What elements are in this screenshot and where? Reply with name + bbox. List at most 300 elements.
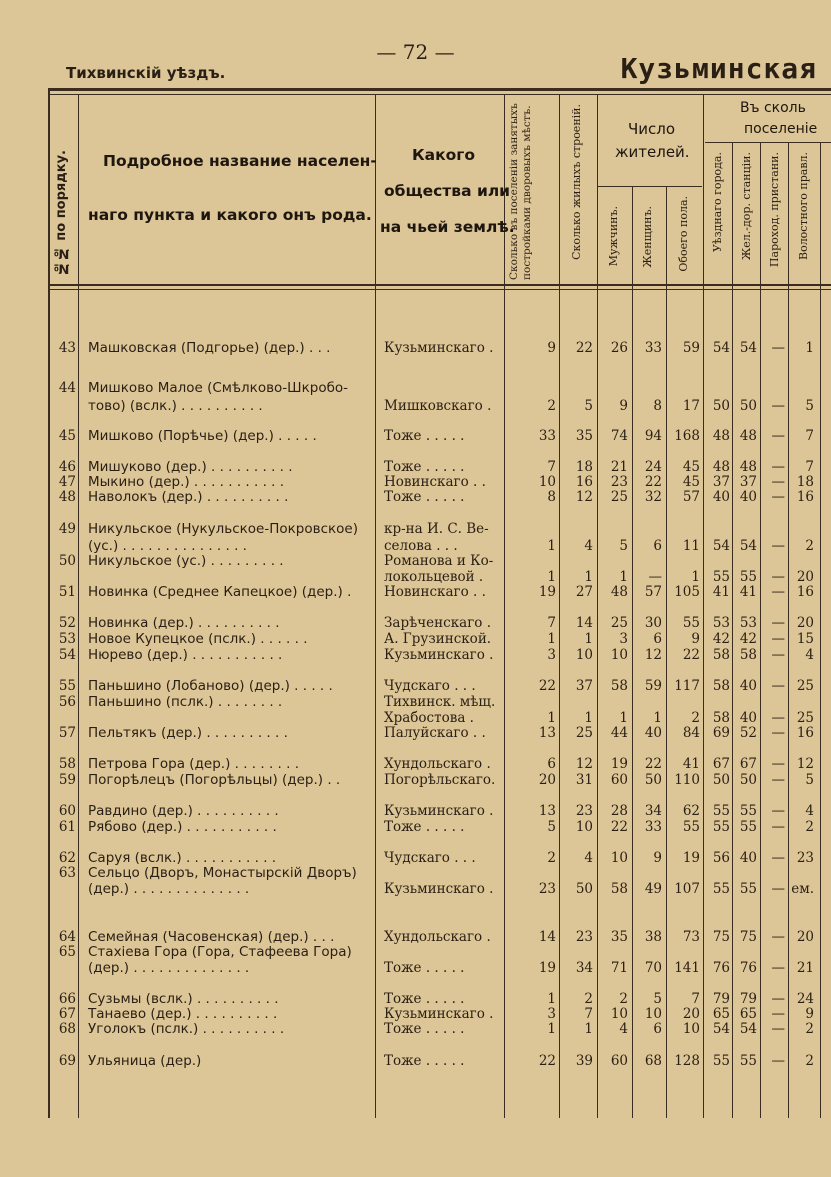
cell-yards: 5 [547, 819, 556, 835]
table-row [0, 710, 831, 726]
cell-houses: 18 [575, 459, 593, 475]
cell-houses: 23 [575, 803, 593, 819]
table-row [0, 1053, 831, 1069]
cell-both: 141 [674, 960, 700, 976]
cell-both: 107 [674, 881, 700, 897]
cell-houses: 50 [575, 881, 593, 897]
cell-pier: — [771, 615, 785, 631]
header-dist-line2: поселеніе [744, 121, 818, 137]
cell-men: 35 [610, 929, 628, 945]
cell-rail: 42 [739, 631, 757, 647]
row-number: 45 [58, 428, 76, 444]
cell-pier: — [771, 991, 785, 1007]
cell-houses: 37 [575, 678, 593, 694]
row-number: 64 [58, 929, 76, 945]
cell-men: 5 [619, 538, 628, 554]
cell-rail: 40 [739, 710, 757, 726]
row-number: 62 [58, 850, 76, 866]
cell-rail: 48 [739, 428, 757, 444]
cell-rail: 79 [739, 991, 757, 1007]
society-name: Кузьминскаго . [384, 803, 494, 819]
cell-women: 6 [653, 631, 662, 647]
cell-pier: — [771, 631, 785, 647]
cell-pier: — [771, 474, 785, 490]
cell-men: 60 [610, 772, 628, 788]
row-number: 60 [58, 803, 76, 819]
society-name: Зарѣченскаго . [384, 615, 491, 631]
cell-rail: 76 [739, 960, 757, 976]
cell-vol: 4 [805, 647, 814, 663]
place-name: Стахіева Гора (Гора, Стафеева Гора) [88, 944, 352, 960]
place-name: Саруя (вслк.) . . . . . . . . . . . [88, 850, 277, 866]
cell-yards: 1 [547, 710, 556, 726]
row-number: 50 [58, 553, 76, 569]
page-number: — 72 — [376, 40, 455, 64]
table-row [0, 615, 831, 631]
cell-vol: 2 [805, 819, 814, 835]
header-name-line1: Подробное название населен- [103, 152, 377, 170]
cell-men: 19 [610, 756, 628, 772]
cell-town: 48 [712, 428, 730, 444]
cell-town: 41 [712, 584, 730, 600]
volost-heading: Кузьминская [620, 52, 817, 85]
cell-men: 1 [619, 569, 628, 585]
cell-rail: 50 [739, 772, 757, 788]
cell-men: 22 [610, 819, 628, 835]
cell-town: 55 [712, 569, 730, 585]
cell-women: 59 [644, 678, 662, 694]
cell-vol: 25 [796, 710, 814, 726]
cell-pier: — [771, 459, 785, 475]
cell-vol: 2 [805, 538, 814, 554]
society-name: Чудскаго . . . [384, 678, 476, 694]
cell-houses: 1 [584, 631, 593, 647]
cell-pier: — [771, 803, 785, 819]
cell-both: 2 [691, 710, 700, 726]
table-row [0, 553, 831, 569]
cell-town: 37 [712, 474, 730, 490]
cell-both: 9 [691, 631, 700, 647]
place-name: Равдино (дер.) . . . . . . . . . . [88, 803, 279, 819]
row-number: 69 [58, 1053, 76, 1069]
cell-pier: — [771, 881, 785, 897]
cell-women: 12 [644, 647, 662, 663]
cell-pier: — [771, 725, 785, 741]
place-name: Сузьмы (вслк.) . . . . . . . . . . [88, 991, 279, 1007]
cell-both: 10 [682, 1021, 700, 1037]
cell-men: 23 [610, 474, 628, 490]
cell-pier: — [771, 819, 785, 835]
cell-yards: 10 [538, 474, 556, 490]
place-name: Нюрево (дер.) . . . . . . . . . . . [88, 647, 283, 663]
cell-houses: 1 [584, 710, 593, 726]
place-name: Мишково (Порѣчье) (дер.) . . . . . [88, 428, 317, 444]
cell-pier: — [771, 569, 785, 585]
cell-rail: 50 [739, 398, 757, 414]
cell-pier: — [771, 929, 785, 945]
cell-women: 94 [644, 428, 662, 444]
place-name: Паньшино (пслк.) . . . . . . . . [88, 694, 283, 710]
cell-men: 58 [610, 881, 628, 897]
society-name: Погорѣльскаго. [384, 772, 496, 788]
cell-women: — [648, 569, 662, 585]
cell-vol: 1 [805, 340, 814, 356]
cell-houses: 1 [584, 1021, 593, 1037]
cell-vol: 21 [796, 960, 814, 976]
table-row [0, 881, 831, 897]
society-name: Тоже . . . . . [384, 960, 465, 976]
cell-town: 53 [712, 615, 730, 631]
cell-town: 76 [712, 960, 730, 976]
row-number: 48 [58, 489, 76, 505]
place-name: Петрова Гора (дер.) . . . . . . . . [88, 756, 299, 772]
cell-yards: 23 [538, 881, 556, 897]
row-number: 46 [58, 459, 76, 475]
table-row [0, 1006, 831, 1022]
cell-pier: — [771, 489, 785, 505]
place-name: Семейная (Часовенская) (дер.) . . . [88, 929, 335, 945]
cell-rail: 53 [739, 615, 757, 631]
table-row [0, 459, 831, 475]
cell-men: 10 [610, 1006, 628, 1022]
cell-women: 34 [644, 803, 662, 819]
cell-women: 1 [653, 710, 662, 726]
cell-vol: 2 [805, 1021, 814, 1037]
cell-pier: — [771, 398, 785, 414]
cell-rail: 58 [739, 647, 757, 663]
cell-town: 50 [712, 398, 730, 414]
cell-men: 71 [610, 960, 628, 976]
cell-both: 45 [682, 459, 700, 475]
table-row [0, 474, 831, 490]
cell-yards: 8 [547, 489, 556, 505]
place-name: Пельтякъ (дер.) . . . . . . . . . . [88, 725, 288, 741]
top-rule [50, 88, 831, 91]
cell-town: 58 [712, 710, 730, 726]
cell-town: 55 [712, 1053, 730, 1069]
table-row [0, 865, 831, 881]
cell-houses: 16 [575, 474, 593, 490]
table-row [0, 631, 831, 647]
table-row [0, 521, 831, 537]
row-number: 66 [58, 991, 76, 1007]
cell-women: 40 [644, 725, 662, 741]
cell-yards: 7 [547, 459, 556, 475]
cell-houses: 27 [575, 584, 593, 600]
cell-both: 22 [682, 647, 700, 663]
cell-town: 55 [712, 803, 730, 819]
cell-pier: — [771, 584, 785, 600]
cell-pier: — [771, 710, 785, 726]
cell-women: 9 [653, 850, 662, 866]
society-name: локольцевой . [384, 569, 484, 585]
cell-both: 110 [674, 772, 700, 788]
table-row [0, 960, 831, 976]
header-rail: Жел.-дор. станціи. [740, 152, 753, 261]
cell-pier: — [771, 756, 785, 772]
table-row [0, 398, 831, 414]
place-name: Новинка (дер.) . . . . . . . . . . [88, 615, 280, 631]
row-number: 68 [58, 1021, 76, 1037]
cell-vol: 7 [805, 428, 814, 444]
cell-town: 54 [712, 1021, 730, 1037]
cell-pier: — [771, 1053, 785, 1069]
cell-yards: 33 [538, 428, 556, 444]
cell-yards: 6 [547, 756, 556, 772]
society-name: Тоже . . . . . [384, 819, 465, 835]
cell-women: 24 [644, 459, 662, 475]
cell-both: 20 [682, 1006, 700, 1022]
society-name: Кузьминскаго . [384, 340, 494, 356]
cell-yards: 7 [547, 615, 556, 631]
table-row [0, 584, 831, 600]
cell-men: 25 [610, 615, 628, 631]
cell-yards: 1 [547, 538, 556, 554]
cell-rail: 37 [739, 474, 757, 490]
cell-houses: 12 [575, 756, 593, 772]
cell-women: 22 [644, 756, 662, 772]
cell-women: 5 [653, 991, 662, 1007]
cell-pier: — [771, 428, 785, 444]
table-row [0, 991, 831, 1007]
cell-women: 49 [644, 881, 662, 897]
cell-men: 21 [610, 459, 628, 475]
header-soc-line1: Какого [412, 146, 476, 164]
header-vol: Волостного правл. [797, 152, 810, 261]
cell-yards: 20 [538, 772, 556, 788]
cell-yards: 9 [547, 340, 556, 356]
district-heading: Тихвинскій уѣздъ. [66, 64, 226, 82]
cell-yards: 13 [538, 803, 556, 819]
row-number: 44 [58, 380, 76, 396]
cell-houses: 22 [575, 340, 593, 356]
table-row [0, 756, 831, 772]
cell-both: 73 [682, 929, 700, 945]
society-name: Кузьминскаго . [384, 1006, 494, 1022]
cell-women: 10 [644, 1006, 662, 1022]
cell-town: 40 [712, 489, 730, 505]
cell-rail: 41 [739, 584, 757, 600]
cell-men: 60 [610, 1053, 628, 1069]
place-name: Мишуково (дер.) . . . . . . . . . . [88, 459, 293, 475]
society-name: Храбостова . [384, 710, 474, 726]
place-name: Никульское (ус.) . . . . . . . . . [88, 553, 284, 569]
cell-women: 33 [644, 340, 662, 356]
row-number: 57 [58, 725, 76, 741]
cell-rail: 54 [739, 1021, 757, 1037]
cell-houses: 2 [584, 991, 593, 1007]
row-number: 54 [58, 647, 76, 663]
cell-rail: 40 [739, 678, 757, 694]
society-name: Палуйскаго . . [384, 725, 486, 741]
cell-houses: 14 [575, 615, 593, 631]
row-number: 49 [58, 521, 76, 537]
cell-pier: — [771, 1006, 785, 1022]
cell-women: 30 [644, 615, 662, 631]
cell-houses: 31 [575, 772, 593, 788]
place-name: (дер.) . . . . . . . . . . . . . . [88, 960, 250, 976]
society-name: Тоже . . . . . [384, 459, 465, 475]
cell-pier: — [771, 538, 785, 554]
cell-rail: 40 [739, 489, 757, 505]
row-number: 52 [58, 615, 76, 631]
society-name: Мишковскаго . [384, 398, 492, 414]
dist-sub-rule [705, 142, 831, 143]
row-number: 53 [58, 631, 76, 647]
society-name: Тоже . . . . . [384, 489, 465, 505]
society-name: Тоже . . . . . [384, 1021, 465, 1037]
cell-women: 57 [644, 584, 662, 600]
society-name: Романова и Ко- [384, 553, 494, 569]
cell-vol: 4 [805, 803, 814, 819]
place-name: Наволокъ (дер.) . . . . . . . . . . [88, 489, 289, 505]
cell-vol: 9 [805, 1006, 814, 1022]
cell-vol: 16 [796, 489, 814, 505]
cell-yards: 22 [538, 678, 556, 694]
society-name: Тоже . . . . . [384, 991, 465, 1007]
header-inhab-line1: Число [628, 120, 676, 138]
cell-town: 79 [712, 991, 730, 1007]
cell-vol: 7 [805, 459, 814, 475]
cell-yards: 3 [547, 647, 556, 663]
place-name: (дер.) . . . . . . . . . . . . . . [88, 881, 250, 897]
cell-rail: 55 [739, 1053, 757, 1069]
place-name: Мишково Малое (Смѣлково-Шкробо- [88, 380, 349, 396]
cell-town: 58 [712, 647, 730, 663]
cell-both: 19 [682, 850, 700, 866]
society-name: селова . . . [384, 538, 458, 554]
cell-town: 69 [712, 725, 730, 741]
cell-rail: 55 [739, 569, 757, 585]
cell-town: 58 [712, 678, 730, 694]
society-name: Хундольскаго . [384, 756, 491, 772]
cell-vol: 16 [796, 725, 814, 741]
cell-houses: 35 [575, 428, 593, 444]
cell-men: 25 [610, 489, 628, 505]
cell-women: 68 [644, 1053, 662, 1069]
cell-pier: — [771, 772, 785, 788]
place-name: (ус.) . . . . . . . . . . . . . . . [88, 538, 247, 554]
cell-vol: 18 [796, 474, 814, 490]
place-name: Ульяница (дер.) [88, 1053, 202, 1069]
cell-yards: 14 [538, 929, 556, 945]
table-row [0, 340, 831, 356]
cell-houses: 25 [575, 725, 593, 741]
cell-pier: — [771, 960, 785, 976]
cell-rail: 40 [739, 850, 757, 866]
cell-both: 105 [674, 584, 700, 600]
cell-town: 48 [712, 459, 730, 475]
place-name: Уголокъ (пслк.) . . . . . . . . . . [88, 1021, 285, 1037]
table-row [0, 647, 831, 663]
cell-town: 55 [712, 819, 730, 835]
row-number: 56 [58, 694, 76, 710]
cell-yards: 1 [547, 569, 556, 585]
header-soc-line2: общества или [384, 182, 511, 200]
society-name: Новинскаго . . [384, 584, 486, 600]
cell-yards: 1 [547, 631, 556, 647]
society-name: Кузьминскаго . [384, 647, 494, 663]
cell-both: 128 [674, 1053, 700, 1069]
table-row [0, 725, 831, 741]
cell-houses: 4 [584, 850, 593, 866]
cell-both: 7 [691, 991, 700, 1007]
row-number: 55 [58, 678, 76, 694]
cell-both: 17 [682, 398, 700, 414]
top-rule-thin [50, 94, 831, 95]
cell-vol: 20 [796, 569, 814, 585]
place-name: Новое Купецкое (пслк.) . . . . . . [88, 631, 308, 647]
cell-town: 55 [712, 881, 730, 897]
cell-men: 2 [619, 991, 628, 1007]
cell-both: 62 [682, 803, 700, 819]
cell-women: 50 [644, 772, 662, 788]
society-name: Тоже . . . . . [384, 1053, 465, 1069]
cell-houses: 39 [575, 1053, 593, 1069]
cell-men: 74 [610, 428, 628, 444]
society-name: А. Грузинской. [384, 631, 492, 647]
header-num: №№ по порядку. [54, 150, 69, 276]
header-town: Уѣзднаго города. [711, 152, 724, 253]
cell-women: 32 [644, 489, 662, 505]
row-number: 59 [58, 772, 76, 788]
header-rule-thin [50, 289, 831, 290]
cell-yards: 1 [547, 991, 556, 1007]
header-soc-line3: на чьей землѣ. [380, 218, 515, 236]
cell-yards: 2 [547, 850, 556, 866]
cell-vol: 16 [796, 584, 814, 600]
cell-both: 84 [682, 725, 700, 741]
cell-vol: 5 [805, 772, 814, 788]
table-row [0, 489, 831, 505]
table-row [0, 380, 831, 396]
cell-pier: — [771, 647, 785, 663]
cell-vol: 5 [805, 398, 814, 414]
cell-rail: 67 [739, 756, 757, 772]
cell-rail: 75 [739, 929, 757, 945]
cell-vol: 24 [796, 991, 814, 1007]
place-name: тово) (вслк.) . . . . . . . . . . [88, 398, 263, 414]
cell-rail: 55 [739, 881, 757, 897]
cell-both: 45 [682, 474, 700, 490]
cell-men: 1 [619, 710, 628, 726]
table-row [0, 772, 831, 788]
cell-both: 57 [682, 489, 700, 505]
cell-men: 26 [610, 340, 628, 356]
cell-both: 1 [691, 569, 700, 585]
cell-men: 58 [610, 678, 628, 694]
table-row [0, 819, 831, 835]
society-name: кр-на И. С. Ве- [384, 521, 489, 537]
cell-vol: 2 [805, 1053, 814, 1069]
cell-town: 75 [712, 929, 730, 945]
cell-rail: 54 [739, 340, 757, 356]
cell-pier: — [771, 340, 785, 356]
cell-vol: 15 [796, 631, 814, 647]
header-pier: Пароход. пристани. [768, 152, 781, 268]
cell-pier: — [771, 850, 785, 866]
cell-both: 59 [682, 340, 700, 356]
table-row [0, 538, 831, 554]
table-row [0, 694, 831, 710]
table-row [0, 569, 831, 585]
cell-houses: 7 [584, 1006, 593, 1022]
row-number: 65 [58, 944, 76, 960]
cell-vol: 20 [796, 929, 814, 945]
cell-both: 117 [674, 678, 700, 694]
cell-town: 67 [712, 756, 730, 772]
row-number: 51 [58, 584, 76, 600]
